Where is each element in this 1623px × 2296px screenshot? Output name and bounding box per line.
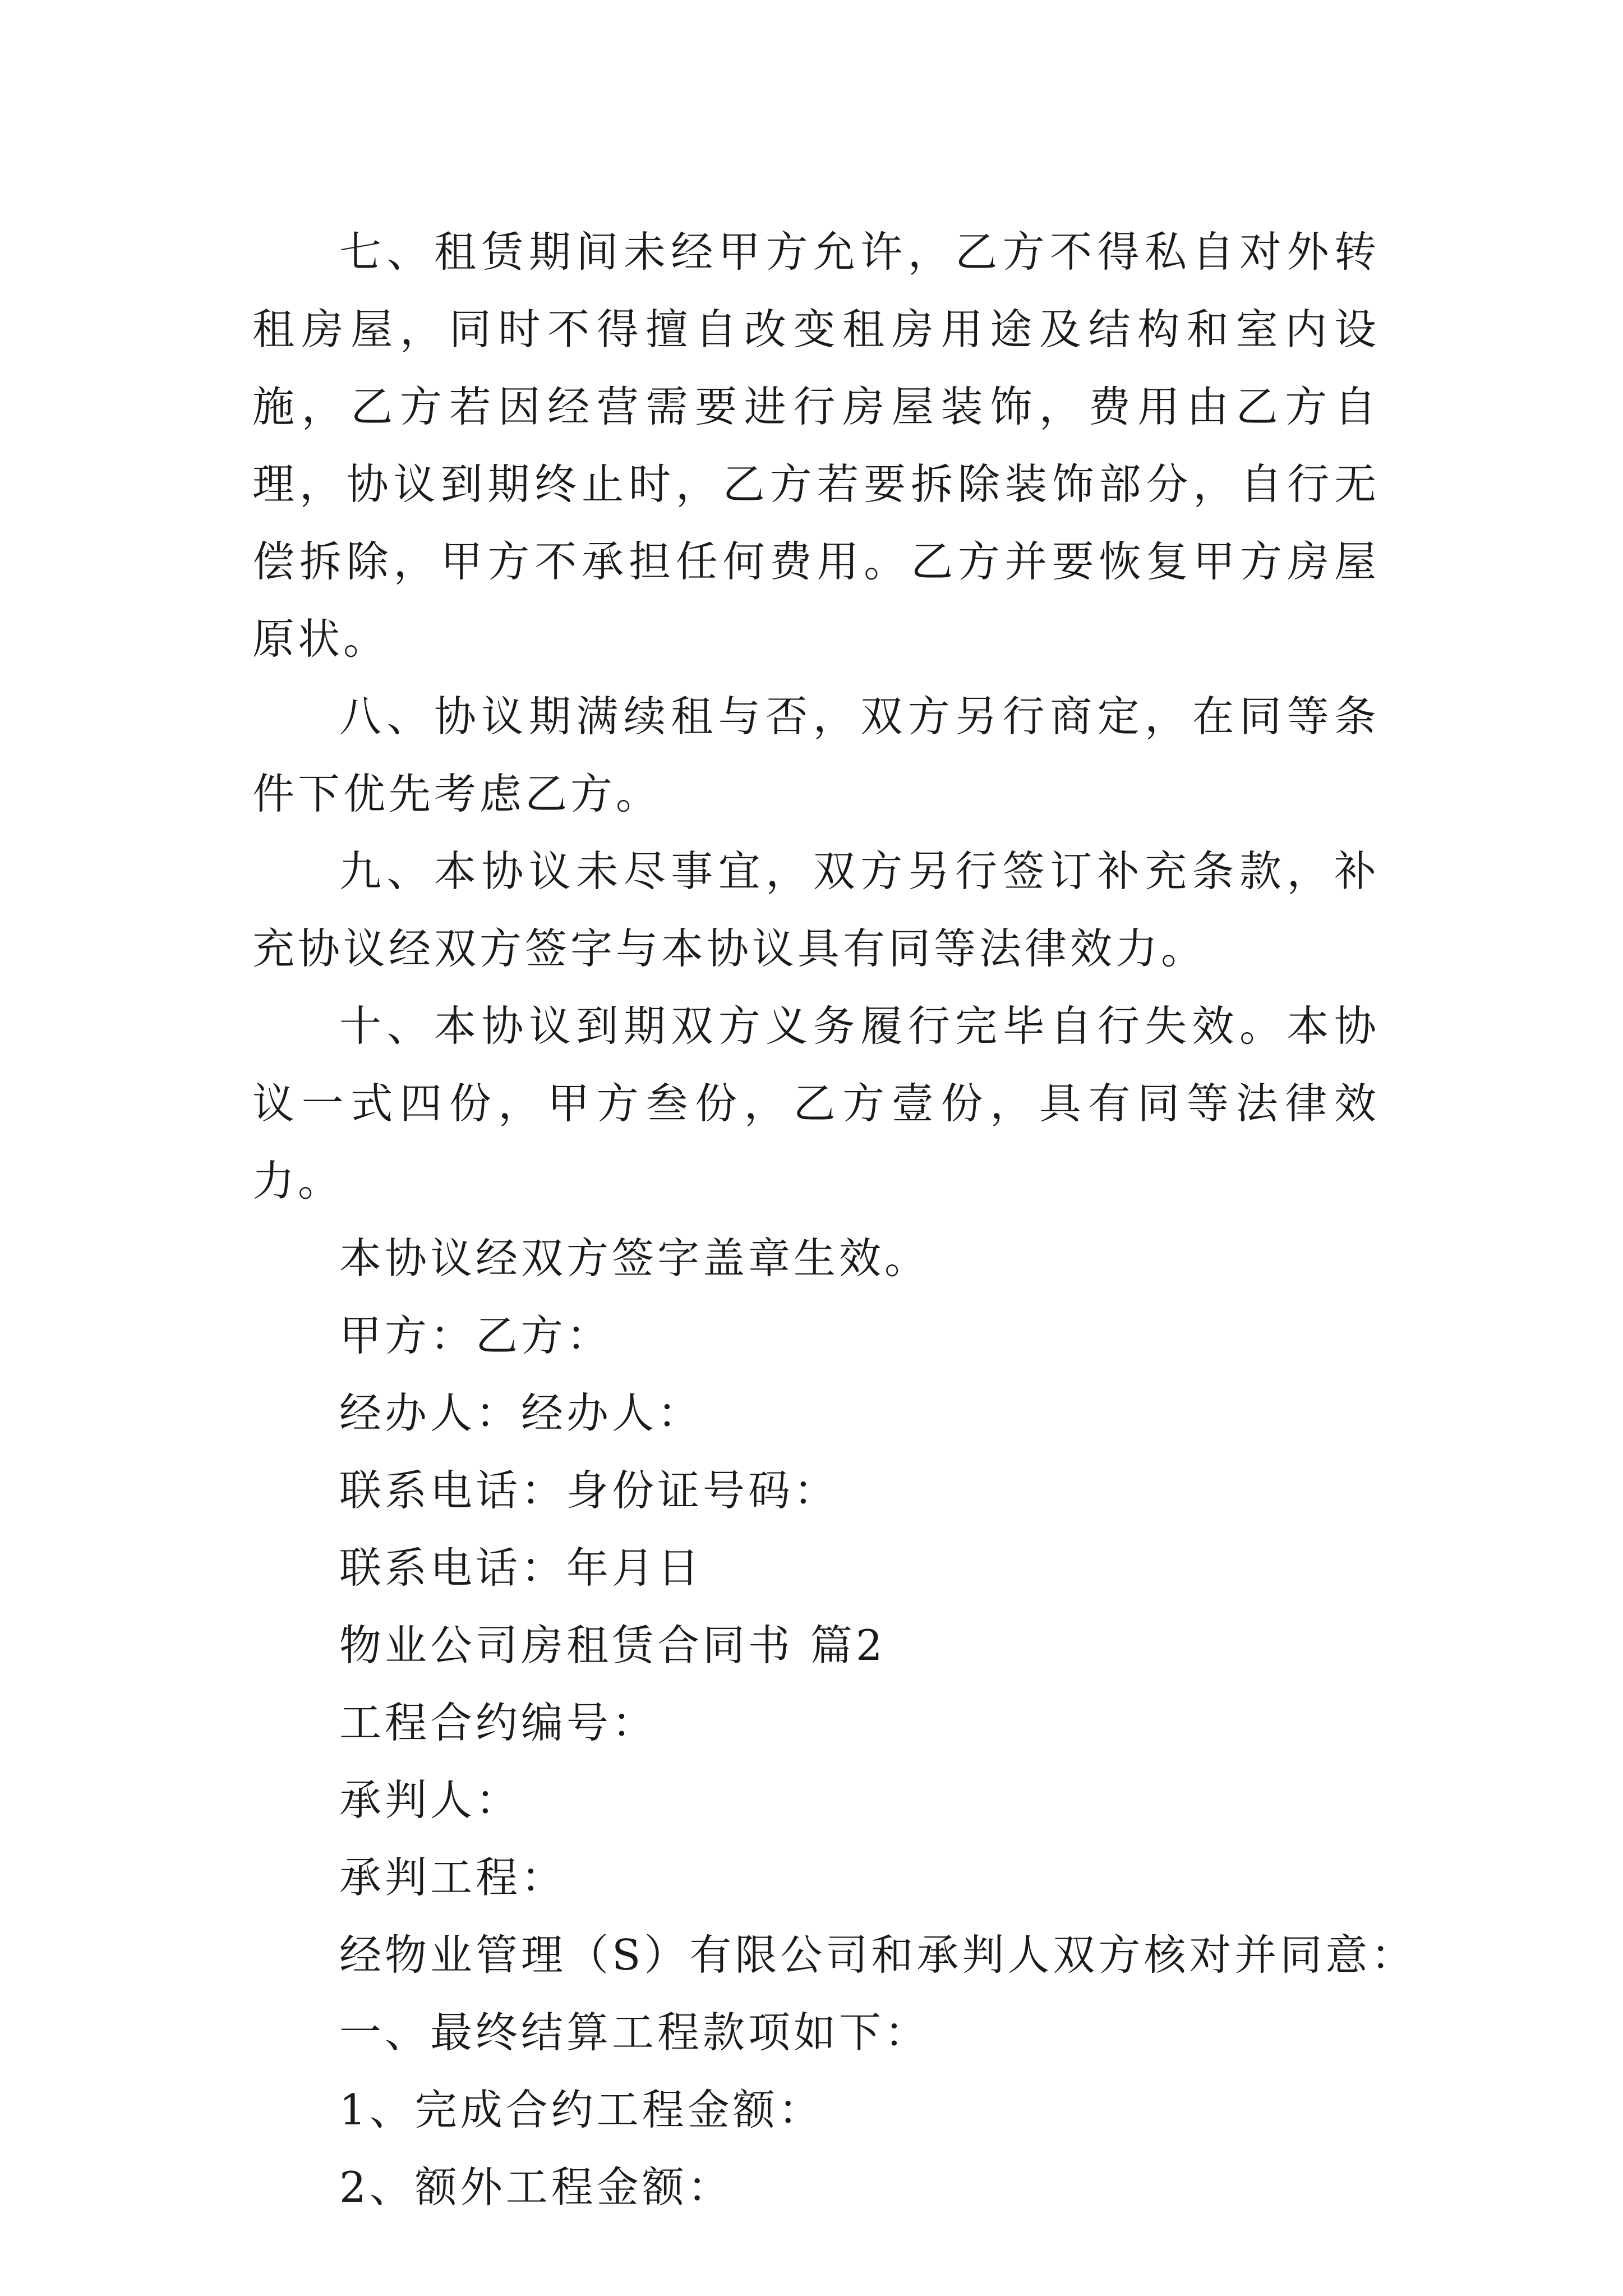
- handler-line: 经办人：经办人：: [339, 1388, 703, 1438]
- clause-eight: 八、协议期满续租与否，双方另行商定，在同等条件下优先考虑乙方。: [252, 692, 1380, 818]
- settlement-heading: 一、最终结算工程款项如下：: [339, 2008, 930, 2057]
- contracted-work-line: 承判工程：: [339, 1853, 567, 1902]
- contractor-line: 承判人：: [339, 1775, 522, 1825]
- settlement-item-1: 1、完成合约工程金额：: [339, 2085, 824, 2134]
- contact-date-line: 联系电话：年月日: [339, 1543, 703, 1593]
- contact-id-line: 联系电话：身份证号码：: [339, 1466, 840, 1515]
- clause-ten: 十、本协议到期双方义务履行完毕自行失效。本协议一式四份，甲方叁份，乙方壹份，具有同等法律效力。: [252, 1001, 1380, 1205]
- clause-seven: 七、租赁期间未经甲方允许，乙方不得私自对外转租房屋，同时不得擅自改变租房用途及结构和室内设施，乙方若因经营需要进行房屋装饰，费用由乙方自理，协议到期终止时，乙方若要拆除装饰部分，自行无偿拆除，甲方不承担任何费用。乙方并要恢复甲方房屋原状。: [252, 227, 1380, 664]
- party-line: 甲方：乙方：: [339, 1311, 612, 1360]
- contract-number-line: 工程合约编号：: [339, 1698, 658, 1747]
- agreement-line: 经物业管理（S）有限公司和承判人双方核对并同意：: [339, 1930, 1417, 1980]
- settlement-item-2: 2、额外工程金额：: [339, 2162, 733, 2212]
- effective-statement: 本协议经双方签字盖章生效。: [339, 1234, 930, 1283]
- document-body: [252, 213, 1417, 2226]
- section-title: 物业公司房租赁合同书 篇2: [339, 1621, 886, 1670]
- clause-nine: 九、本协议未尽事宜，双方另行签订补充条款，补充协议经双方签字与本协议具有同等法律效力。: [252, 846, 1380, 973]
